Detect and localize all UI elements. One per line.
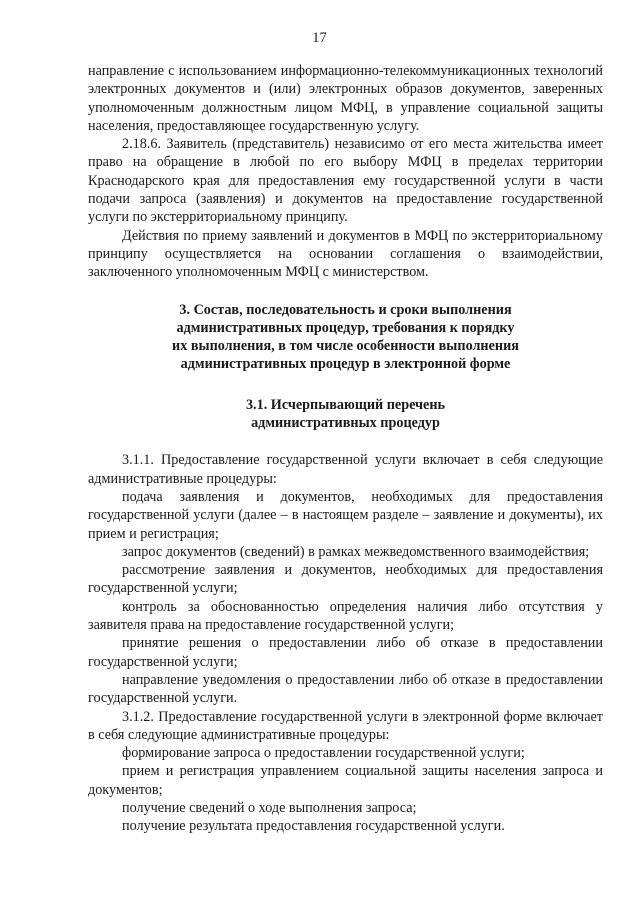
list-item: принятие решения о предоставлении либо об отказе в предоставлении государственной услуги; [88, 635, 603, 670]
paragraph: 3.1.1. Предоставление государственной услуги включает в себя следующие административные процедуры: [88, 452, 603, 487]
spacer [88, 282, 603, 301]
document-body [88, 62, 603, 836]
list-item: рассмотрение заявления и документов, необходимых для предоставления государственной услуги; [88, 562, 603, 597]
list-item: запрос документов (сведений) в рамках межведомственного взаимодействия; [122, 543, 590, 560]
spacer [88, 374, 603, 396]
section-heading-line: административных процедур в электронной форме [180, 356, 511, 373]
section-heading-line: 3. Состав, последовательность и сроки выполнения [179, 301, 512, 318]
paragraph: направление с использованием информационно-телекоммуникационных технологий электронных документов и (или) электронных образов документов, заверенных уполномоченным должностным лицом МФЦ, в управление социальной защиты населения, предоставляющее государственную услугу. [88, 63, 603, 134]
list-item: получение сведений о ходе выполнения запроса; [122, 799, 417, 816]
section-heading-line: административных процедур, требования к порядку [176, 319, 515, 336]
page-number: 17 [312, 30, 327, 46]
paragraph: 3.1.2. Предоставление государственной услуги в электронной форме включает в себя следующие административные процедуры: [88, 708, 603, 743]
subsection-heading [88, 396, 603, 433]
list-item: получение результата предоставления государственной услуги. [122, 818, 505, 835]
list-item: направление уведомления о предоставлении либо об отказе в предоставлении государственной услуги. [88, 671, 603, 707]
list-item: прием и регистрация управлением социальной защиты населения запроса и документов; [88, 763, 603, 798]
section-heading-line: их выполнения, в том числе особенности выполнения [172, 338, 519, 355]
list-item: подача заявления и документов, необходимых для предоставления государственной услуги (далее – в настоящем разделе – заявление и документы), их прием и регистрация; [88, 488, 603, 542]
list-item: контроль за обоснованностью определения наличия либо отсутствия у заявителя права на предоставление государственной услуги; [88, 598, 603, 634]
paragraph: Действия по приему заявлений и документов в МФЦ по экстерриториальному принципу осуществляется на основании соглашения о взаимодействии, заключенного уполномоченным МФЦ с министерством. [88, 227, 603, 281]
section-heading [88, 301, 603, 374]
subsection-heading-line: 3.1. Исчерпывающий перечень [245, 396, 446, 413]
list-item: формирование запроса о предоставлении государственной услуги; [122, 745, 525, 762]
subsection-heading-line: административных процедур [251, 415, 440, 432]
spacer [88, 432, 603, 451]
paragraph: 2.18.6. Заявитель (представитель) независимо от его места жительства имеет право на обращение в любой по его выбору МФЦ в пределах территории Краснодарского края для предоставления ему государственной услуги в части подачи запроса (заявления) и документов на предоставление государственной услуги по экстерриториальному принципу. [88, 136, 603, 226]
